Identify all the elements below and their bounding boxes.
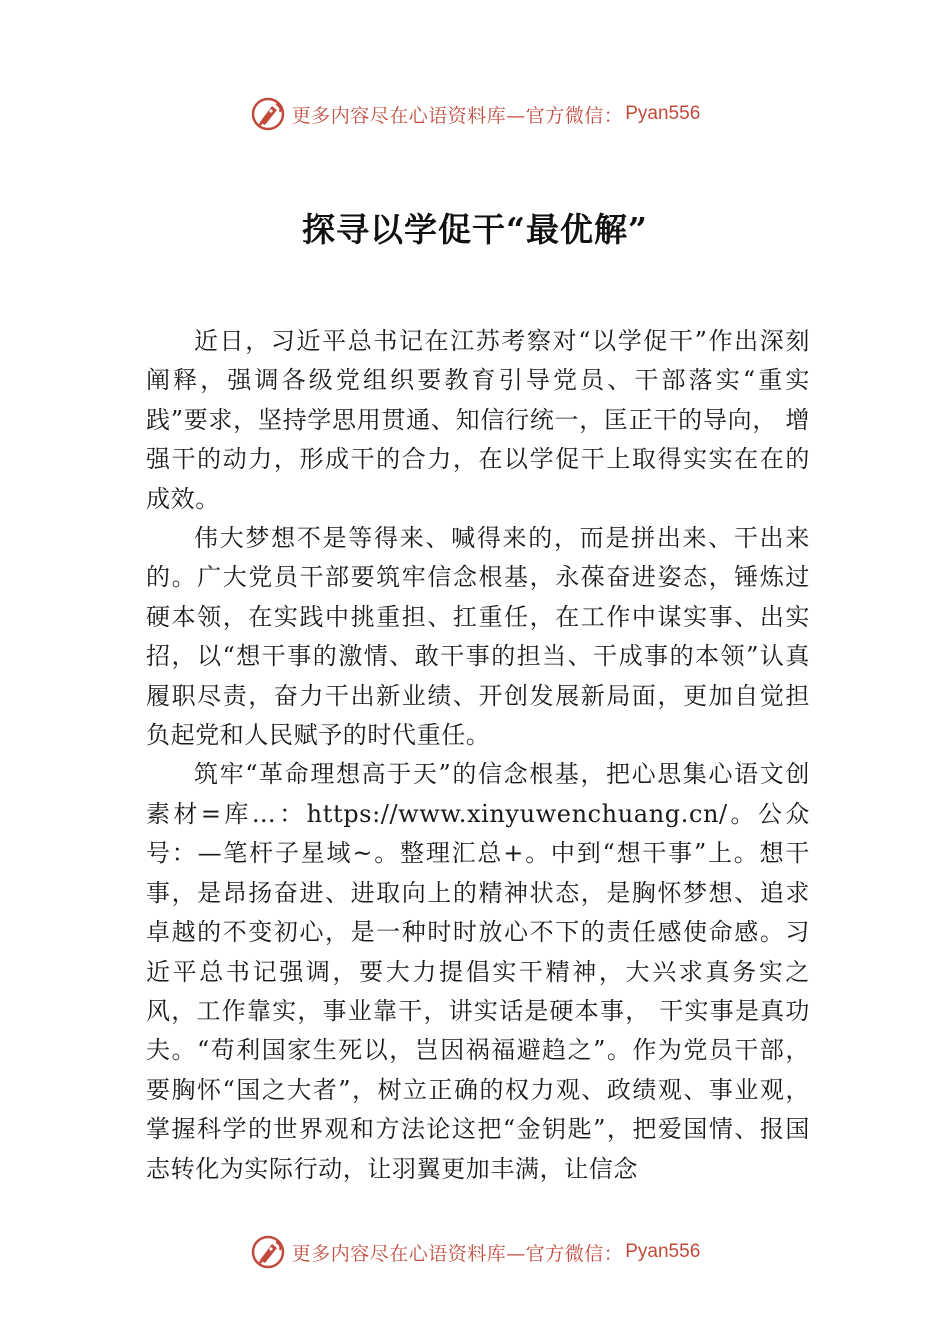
page-title: 探寻以学促干“最优解” [302,210,648,249]
footer-banner [0,1230,950,1274]
footer-banner-wechat-id: Pyan556 [625,1241,701,1262]
pen-nib-logo-icon [250,96,286,132]
article-body [146,322,810,1189]
paragraph-1: 近日，习近平总书记在江苏考察对“以学促干”作出深刻阐释，强调各级党组织要教育引导党员、干部落实“重实践”要求，坚持学思用贯通、知信行统一，匡正干的导向， 增强干的动力，形成干的合力，在以学促干上取得实实在在的成效。 [146,327,810,513]
header-banner-text: 更多内容尽在心语资料库—官方微信： [291,104,624,127]
header-banner [0,92,950,136]
header-banner-wechat-id: Pyan556 [625,103,701,124]
paragraph-3: 筑牢“革命理想高于天”的信念根基，把心思集心语文创素材=库…：https://www.xinyuwenchuang.cn/。公众号：—笔杆子星域~。整理汇总+。中到“想干事”上。想干事，是昂扬奋进、进取向上的精神状态，是胸怀梦想、追求卓越的不变初心，是一种时时放心不下的责任感使命感。习近平总书记强调，要大力提倡实干精神，大兴求真务实之风，工作靠实，事业靠干，讲实话是硬本事， 干实事是真功夫。“苟利国家生死以，岂因祸福避趋之”。作为党员干部，要胸怀“国之大者”，树立正确的权力观、政绩观、事业观，掌握科学的世界观和方法论这把“金钥匙”，把爱国情、报国志转化为实际行动，让羽翼更加丰满，让信念 [146,760,810,1183]
pen-nib-logo-icon [250,1234,286,1270]
footer-banner-text: 更多内容尽在心语资料库—官方微信： [291,1242,624,1265]
paragraph-2: 伟大梦想不是等得来、喊得来的，而是拼出来、干出来的。广大党员干部要筑牢信念根基，永葆奋进姿态，锤炼过硬本领，在实践中挑重担、扛重任，在工作中谋实事、出实招，以“想干事的激情、敢干事的担当、干成事的本领”认真履职尽责，奋力干出新业绩、开创发展新局面，更加自觉担负起党和人民赋予的时代重任。 [146,524,810,750]
